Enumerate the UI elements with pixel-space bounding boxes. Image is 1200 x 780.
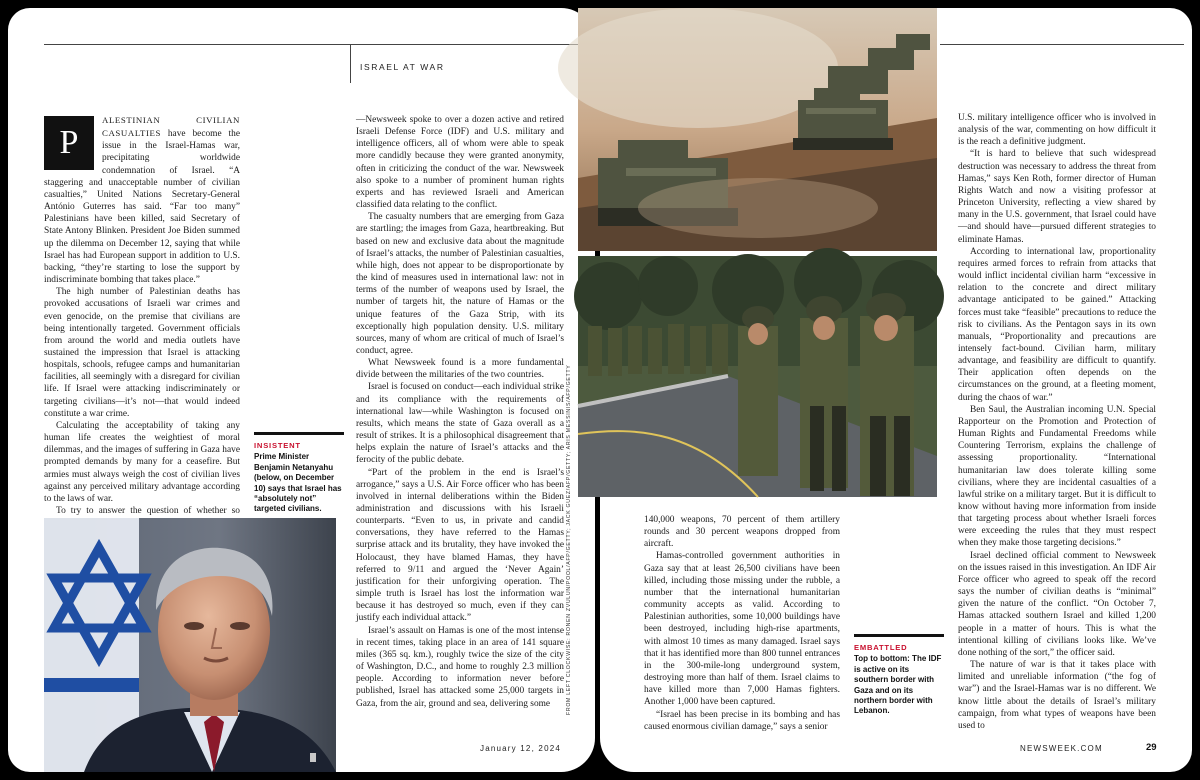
- caption-rule: [254, 432, 344, 435]
- paragraph: 140,000 weapons, 70 percent of them artillery rounds and 30 percent weapons dropped from aircraft.: [644, 515, 840, 550]
- paragraph: “It is hard to believe that such widespread destruction was necessary to address the threat from Hamas,” says Ken Roth, former director of Human Rights Watch and now a visiting professor at Princeton University, reflecting a view shared by many in the U.S. government, that Israel could have—and should have—pursued different strategies to eliminate Hamas.: [958, 149, 1156, 245]
- paragraph: Calculating the acceptability of taking any human life creates the weightiest of moral dilemmas, and the images of suffering in Gaza have prompted demands by many for a ceasefire. But armies must always weigh the cost of civilian lives against any perceived military advantage according to the laws of war.: [44, 420, 240, 504]
- lead-paragraph: [44, 114, 240, 286]
- drop-cap: P: [44, 116, 94, 170]
- article-column-1: [44, 114, 240, 516]
- paragraph: have become the issue in the Israel-Hamas war, precipitating worldwide condemnation of Israel. “A staggering and unacceptable number of civilian casualties,” United Nations Secretary-General António Guterres has said. “Far too many” Palestinians have been killed, said Secretary of State Antony Blinken. President Joe Biden summed up the dilemma on December 12, saying that while Israel has had European support in addition to U.S. backing, “they’re starting to lose the support by indiscriminate bombing that takes place.”: [44, 129, 240, 286]
- site-url: NEWSWEEK.COM: [1020, 744, 1103, 753]
- left-page: [8, 8, 595, 772]
- paragraph: “Part of the problem in the end is Israel’s arrogance,” says a U.S. Air Force officer who has been involved in internal deliberations within the Biden administration and discussions with his Israeli counterparts. “Even to us, in private and candid conversations, they have referred to the Hamas surprise attack and its brutality, they have invoked the Holocaust, they have blamed Hamas, they have referred to 9/11 and argued the ‘Never Again’ justification for their unforgiving operation. The simple truth is Israel has lost the information war because it has destroyed so much, even if they can justify each individual attack.”: [356, 467, 564, 624]
- paragraph: Hamas-controlled government authorities in Gaza say that at least 26,500 civilians have been killed, including those missing under the rubble, a number that the international humanitarian community accepts as valid. According to Palestinian authorities, some 10,000 buildings have been destroyed, including high-rise apartments, with almost 10 times as many damaged. Israel says that it has identified more than 800 tunnel entrances in the 300-mile-long underground system, destroying more than half of them. Israel claims to have killed more than 7,000 Hamas fighters. Another 1,000 have been captured.: [644, 551, 840, 708]
- article-column-2: [356, 114, 564, 714]
- top-rule: [940, 44, 1184, 45]
- caption-insistent: [254, 432, 344, 515]
- caption-body: Prime Minister Benjamin Netanyahu (below, on December 10) says that Israel has “absolutely not” targeted civilians.: [254, 452, 342, 514]
- top-rule: [44, 44, 595, 45]
- section-label: ISRAEL AT WAR: [360, 62, 445, 72]
- paragraph: To try to answer the question of whether so: [56, 506, 240, 516]
- caption-body: Top to bottom: The IDF is active on its southern border with Gaza and on its northern border with Lebanon.: [854, 654, 942, 716]
- right-page: [566, 8, 1192, 772]
- photo-credit: FROM LEFT CLOCKWISE: RONEN ZVULUN/POOL/AFP/GETTY; JACK GUEZ/AFP/GETTY; ARIS MESSINIS/AFP/GETTY: [566, 364, 572, 715]
- netanyahu-photo: [44, 518, 336, 772]
- paragraph: Israel is focused on conduct—each individual strike and its compliance with the requirements of international law—while Washington is focused on results, which means the state of Gaza overall as a result of strikes. It is a philosophical disagreement that helps explain the nature of Israel’s attacks and the ferocity of the public debate.: [356, 382, 564, 466]
- paragraph: —Newsweek spoke to over a dozen active and retired Israeli Defense Force (IDF) and U.S. military and intelligence officers, all of whom were able to speak more candidly because they were granted anonymity, often in criticizing the conduct of the war. Newsweek also spoke to a number of prominent human rights experts and has reviewed Israeli and American classified data relating to the conflict.: [356, 115, 564, 211]
- caption-head: EMBATTLED: [854, 643, 908, 652]
- tanks-photo: [578, 8, 937, 251]
- paragraph: The nature of war is that it takes place with limited and unreliable information (“the fog of war”) and the Israel-Hamas war is no different. We know little about the details of Israel’s military campaign, from what types of weapons have been used to: [958, 660, 1156, 731]
- paragraph: U.S. military intelligence officer who is involved in analysis of the war, commenting on how difficult it is the reach a definitive judgment.: [958, 113, 1156, 148]
- caption-embattled: [854, 634, 944, 717]
- paragraph: The casualty numbers that are emerging from Gaza are startling; the images from Gaza, heartbreaking. But based on new and exclusive data about the magnitude of Israel’s attacks, the number of Palestinian casualties, while high, does not appear to be disproportionate by the kind of measures used in international law: not in terms of the number of weapons used by Israel, the number of targets hit, the nature of Hamas or the unique features of the Gaza Strip, with its exceptionally high population density. U.S. military sources, many of whom are critical of much of Israel’s conduct, agree.: [356, 212, 564, 356]
- lead-in: ALESTINIAN CIVILIAN CASUALTIES: [102, 115, 240, 139]
- caption-rule: [854, 634, 944, 637]
- paragraph: “Israel has been precise in its bombing and has caused enormous civilian damage,” says a senior: [644, 709, 840, 732]
- caption-head: INSISTENT: [254, 441, 301, 450]
- soldiers-illustration: [578, 256, 937, 497]
- section-divider: [350, 45, 351, 83]
- soldiers-photo: [578, 256, 937, 497]
- paragraph: The high number of Palestinian deaths has provoked accusations of Israeli war crimes and even genocide, on the premise that civilians are being intentionally targeted. Government officials from around the world and media outlets have sustained the impression that Israel is attacking hospitals, schools, refugee camps and humanitarian facilities, all seemingly with a disregard for civilian life. If Israel were attacking indiscriminately or targeting civilians—it’s not—that would indeed constitute a war crime.: [44, 287, 240, 419]
- portrait-illustration: [44, 518, 336, 772]
- paragraph: Israel declined official comment to Newsweek on the issues raised in this investigation. An IDF Air Force officer who agreed to speak off the record says the number of civilian deaths is “minimal” given the nature of the conflict. “On October 7, Hamas attacked southern Israel and killed 1,200 people in a matter of hours. This is what the intentional killing of civilians looks like. We’ve done nothing of the sort,” the officer said.: [958, 550, 1156, 658]
- paragraph: According to international law, proportionality requires armed forces to refrain from attacks that would inflict incidental civilian harm “excessive in relation to the concrete and direct military advantage anticipated to be gained.” Attacking forces must take “feasible” precautions to reduce the risk to civilians. As the Pentagon says in its own manuals, “Proportionality and precautions are intensely fact-bound. Civilian harm, military advantage, and feasibility are difficult to quantify. Their application often depends on the circumstances on the ground, at a fleeting moment, during the chaos of war.”: [958, 246, 1156, 403]
- issue-date: January 12, 2024: [480, 744, 562, 753]
- page-number: 29: [1146, 742, 1157, 753]
- paragraph: Ben Saul, the Australian incoming U.N. Special Rapporteur on the Promotion and Protection of Human Rights and Fundamental Freedoms while Countering Terrorism, explains the challenge of assessing proportionality. “International humanitarian law does tolerate killing some civilians, where they are incidental casualties of a lawful strike on a military target. But it is difficult to know without having more information from inside that targeting process about whether Israeli forces were exceeding the rules that they must respect when they make those targeting decisions.”: [958, 404, 1156, 549]
- tanks-illustration: [578, 8, 937, 251]
- article-column-4: [958, 112, 1156, 731]
- paragraph: Israel’s assault on Hamas is one of the most intense in recent times, taking place in an area of 141 square miles (365 sq. km.), roughly twice the size of the city of Washington, D.C., and home to roughly 2.3 million people. According to information never before published, Israel has attacked some 25,000 targets in Gaza, from the air, ground and sea, delivering some: [356, 625, 564, 709]
- article-column-3: [644, 514, 840, 732]
- paragraph: What Newsweek found is a more fundamental divide between the militaries of the two countries.: [356, 358, 564, 381]
